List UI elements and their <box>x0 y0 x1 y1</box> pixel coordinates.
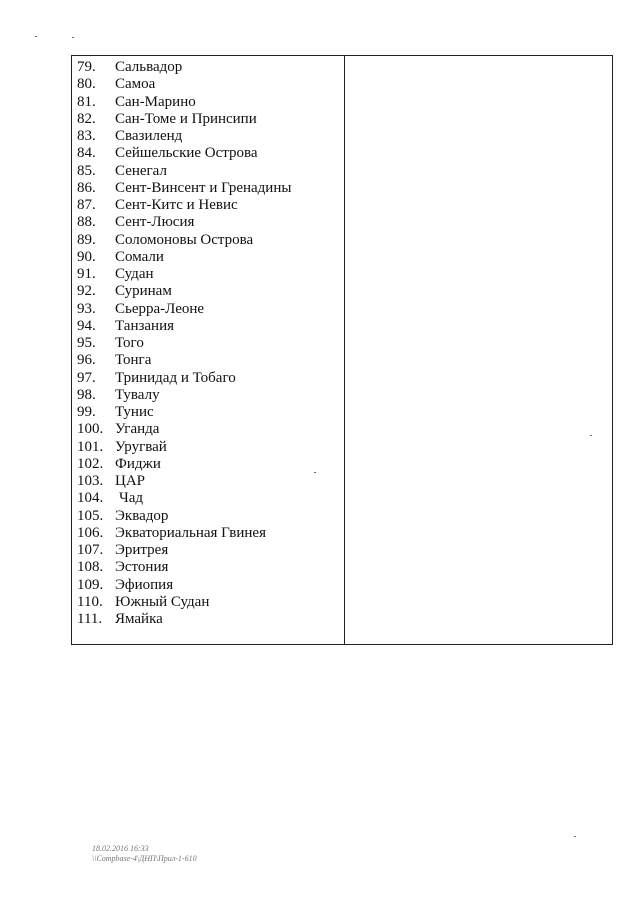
list-item <box>77 232 342 249</box>
country-name: Эритрея <box>115 542 169 558</box>
list-item <box>77 611 342 628</box>
list-item <box>77 249 342 266</box>
item-number: 111. <box>77 611 103 627</box>
item-number: 109. <box>77 576 104 593</box>
item-number: 98. <box>77 386 96 403</box>
country-name: Сан-Томе и Принсипи <box>115 110 257 127</box>
country-name: Эквадор <box>115 507 169 524</box>
list-item <box>77 76 342 93</box>
country-list <box>77 59 342 628</box>
scan-speck <box>574 836 576 837</box>
country-name: Сан-Марино <box>115 93 196 110</box>
country-name: Танзания <box>115 317 175 334</box>
item-number: 110. <box>77 593 103 610</box>
country-name: Сальвадор <box>115 59 183 75</box>
country-name: Сейшельские Острова <box>115 145 258 162</box>
document-footer <box>92 844 197 864</box>
item-number: 101. <box>77 438 104 455</box>
item-number: 106. <box>77 524 104 541</box>
item-number: 102. <box>77 455 104 472</box>
item-number: 80. <box>77 76 96 93</box>
country-name: Сенегал <box>115 162 167 179</box>
list-item <box>77 387 342 404</box>
list-item <box>77 456 342 473</box>
list-item <box>77 197 342 214</box>
country-name: Сент-Китс и Невис <box>115 197 238 213</box>
list-item <box>77 301 342 318</box>
item-number: 81. <box>77 93 96 110</box>
list-item <box>77 370 342 387</box>
country-name: Сент-Винсент и Гренадины <box>115 179 292 196</box>
item-number: 107. <box>77 542 104 558</box>
list-item <box>77 180 342 197</box>
country-name: Того <box>115 335 144 351</box>
country-list-table <box>71 55 613 645</box>
item-number: 97. <box>77 369 96 386</box>
country-name: Тонга <box>115 352 152 369</box>
list-item <box>77 352 342 369</box>
footer-path: \\Compbase-4\ДНП\Прил-1-610 <box>92 854 197 863</box>
item-number: 93. <box>77 300 96 317</box>
country-name: Уругвай <box>115 438 167 455</box>
list-item <box>77 421 342 438</box>
list-item <box>77 525 342 542</box>
item-number: 91. <box>77 266 96 282</box>
list-item <box>77 266 342 283</box>
country-name: Тунис <box>115 404 154 420</box>
item-number: 88. <box>77 214 96 231</box>
country-name: Ямайка <box>115 611 163 627</box>
item-number: 92. <box>77 283 96 300</box>
country-name: Фиджи <box>115 455 161 472</box>
scan-speck <box>35 36 37 37</box>
country-name: Судан <box>115 266 154 282</box>
item-number: 84. <box>77 145 96 162</box>
item-number: 96. <box>77 352 96 369</box>
list-item <box>77 473 342 490</box>
item-number: 85. <box>77 162 96 179</box>
item-number: 89. <box>77 231 96 248</box>
item-number: 100. <box>77 421 104 438</box>
item-number: 105. <box>77 507 104 524</box>
list-item <box>77 111 342 128</box>
country-name: Сьерра-Леоне <box>115 300 205 317</box>
item-number: 79. <box>77 59 96 75</box>
item-number: 86. <box>77 179 96 196</box>
country-name: Экваториальная Гвинея <box>115 524 266 541</box>
list-item <box>77 577 342 594</box>
country-name: Самоа <box>115 76 156 93</box>
country-name: Эфиопия <box>115 576 174 593</box>
country-name: Южный Судан <box>115 593 210 610</box>
item-number: 87. <box>77 197 96 213</box>
footer-timestamp: 18.02.2016 16:33 <box>92 844 149 853</box>
country-name: Тувалу <box>115 386 160 403</box>
item-number: 82. <box>77 110 96 127</box>
column-divider <box>344 56 345 644</box>
item-number: 103. <box>77 473 104 489</box>
list-item <box>77 318 342 335</box>
list-item <box>77 594 342 611</box>
country-name: Соломоновы Острова <box>115 231 254 248</box>
country-name: Сент-Люсия <box>115 214 195 231</box>
country-name: Уганда <box>115 421 160 438</box>
list-item <box>77 145 342 162</box>
item-number: 94. <box>77 317 96 334</box>
list-item <box>77 542 342 559</box>
list-item <box>77 490 342 507</box>
country-name: Чад <box>119 490 144 507</box>
list-item <box>77 559 342 576</box>
country-name: Суринам <box>115 283 172 300</box>
list-item <box>77 128 342 145</box>
country-name: Эстония <box>115 559 169 576</box>
item-number: 99. <box>77 404 96 420</box>
country-name: ЦАР <box>115 473 146 489</box>
list-item <box>77 335 342 352</box>
country-name: Тринидад и Тобаго <box>115 369 236 386</box>
list-item <box>77 94 342 111</box>
item-number: 83. <box>77 128 96 144</box>
item-number: 104. <box>77 490 104 507</box>
item-number: 95. <box>77 335 96 351</box>
list-item <box>77 439 342 456</box>
list-item <box>77 59 342 76</box>
list-item <box>77 404 342 421</box>
list-item <box>77 283 342 300</box>
list-item <box>77 508 342 525</box>
item-number: 108. <box>77 559 104 576</box>
country-name: Сомали <box>115 248 164 265</box>
list-item <box>77 214 342 231</box>
item-number: 90. <box>77 248 96 265</box>
country-name: Свазиленд <box>115 128 183 144</box>
scan-speck <box>72 37 74 38</box>
list-item <box>77 163 342 180</box>
